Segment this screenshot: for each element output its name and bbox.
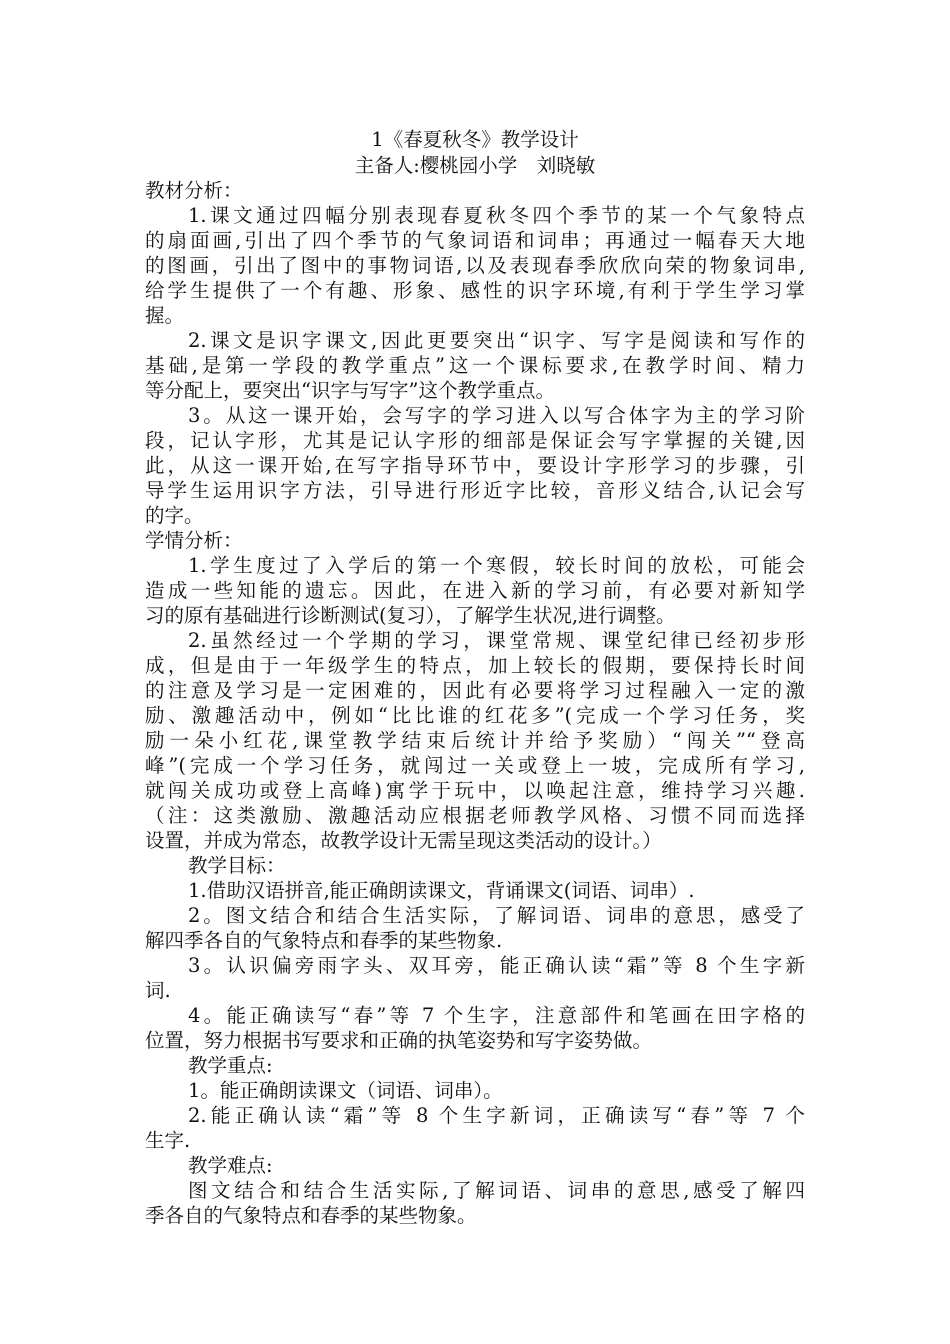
paragraph-line: 励一朵小红花,课堂教学结束后统计并给予奖励）“闯关”“登高 — [145, 729, 805, 752]
paragraph-line: 2.虽然经过一个学期的学习，课堂常规、课堂纪律已经初步形 — [188, 629, 805, 652]
paragraph-line: （注：这类激励、激趣活动应根据老师教学风格、习惯不同而选择 — [145, 804, 805, 827]
paragraph-line: 的注意及学习是一定困难的，因此有必要将学习过程融入一定的激 — [145, 679, 805, 702]
paragraph-line: 导学生运用识字方法，引导进行形近字比较，音形义结合,认记会写 — [145, 479, 805, 502]
paragraph-line: 成，但是由于一年级学生的特点，加上较长的假期，要保持长时间 — [145, 654, 805, 677]
paragraph-line: 握。 — [145, 304, 185, 327]
paragraph-line: 1.课文通过四幅分别表现春夏秋冬四个季节的某一个气象特点 — [188, 204, 805, 227]
paragraph-line: 词. — [145, 979, 171, 1002]
paragraph-line: 给学生提供了一个有趣、形象、感性的识字环境,有利于学生学习掌 — [145, 279, 805, 302]
paragraph-line: 励、激趣活动中，例如“比比谁的红花多”(完成一个学习任务，奖 — [145, 704, 805, 727]
document-title: 1《春夏秋冬》教学设计 — [371, 128, 579, 151]
section-heading-key-points: 教学重点: — [188, 1054, 273, 1077]
paragraph-line: 图文结合和结合生活实际,了解词语、词串的意思,感受了解四 — [188, 1179, 805, 1202]
paragraph-line: 2。图文结合和结合生活实际，了解词语、词串的意思，感受了 — [188, 904, 805, 927]
paragraph-line: 的字。 — [145, 504, 204, 527]
paragraph-line: 峰”(完成一个学习任务，就闯过一关或登上一坡，完成所有学习, — [145, 754, 805, 777]
document-author: 主备人:樱桃园小学 刘晓敏 — [354, 154, 596, 177]
paragraph-line: 3。认识偏旁雨字头、双耳旁，能正确认读“霜”等 8 个生字新 — [188, 954, 805, 977]
paragraph-line: 1。能正确朗读课文（词语、词串）。 — [188, 1079, 503, 1102]
section-heading-textbook-analysis: 教材分析： — [145, 179, 243, 202]
section-heading-teaching-goals: 教学目标： — [188, 854, 286, 877]
section-heading-learner-analysis: 学情分析： — [145, 529, 243, 552]
paragraph-line: 段，记认字形，尤其是记认字形的细部是保证会写字掌握的关键,因 — [145, 429, 805, 452]
paragraph-line: 的图画，引出了图中的事物词语,以及表现春季欣欣向荣的物象词串, — [145, 254, 805, 277]
paragraph-line: 习的原有基础进行诊断测试(复习），了解学生状况,进行调整。 — [145, 604, 676, 627]
paragraph-line: 解四季各自的气象特点和春季的某些物象. — [145, 929, 503, 952]
paragraph-line: 设置，并成为常态，故教学设计无需呈现这类活动的设计。） — [145, 829, 662, 852]
section-heading-difficulties: 教学难点: — [188, 1154, 273, 1177]
paragraph-line: 的扇面画,引出了四个季节的气象词语和词串；再通过一幅春天大地 — [145, 229, 805, 252]
paragraph-line: 2.课文是识字课文,因此更要突出“识字、写字是阅读和写作的 — [188, 329, 805, 352]
paragraph-line: 等分配上，要突出“识字与写字”这个教学重点。 — [145, 379, 555, 402]
paragraph-line: 造成一些知能的遗忘。因此，在进入新的学习前，有必要对新知学 — [145, 579, 805, 602]
paragraph-line: 基础,是第一学段的教学重点”这一个课标要求,在教学时间、精力 — [145, 354, 805, 377]
paragraph-line: 位置，努力根据书写要求和正确的执笔姿势和写字姿势做。 — [145, 1029, 653, 1052]
paragraph-line: 1.学生度过了入学后的第一个寒假，较长时间的放松，可能会 — [188, 554, 805, 577]
paragraph-line: 就闯关成功或登上高峰)寓学于玩中，以唤起注意，维持学习兴趣. — [145, 779, 805, 802]
paragraph-line: 3。从这一课开始，会写字的学习进入以写合体字为主的学习阶 — [188, 404, 805, 427]
paragraph-line: 季各自的气象特点和春季的某些物象。 — [145, 1204, 477, 1227]
paragraph-line: 此，从这一课开始,在写字指导环节中，要设计字形学习的步骤，引 — [145, 454, 805, 477]
paragraph-line: 1.借助汉语拼音,能正确朗读课文，背诵课文(词语、词串）. — [188, 879, 695, 902]
paragraph-line: 4。能正确读写“春”等 7 个生字，注意部件和笔画在田字格的 — [188, 1004, 805, 1027]
paragraph-line: 生字. — [145, 1129, 191, 1152]
paragraph-line: 2.能正确认读“霜”等 8 个生字新词，正确读写“春”等 7 个 — [188, 1104, 805, 1127]
